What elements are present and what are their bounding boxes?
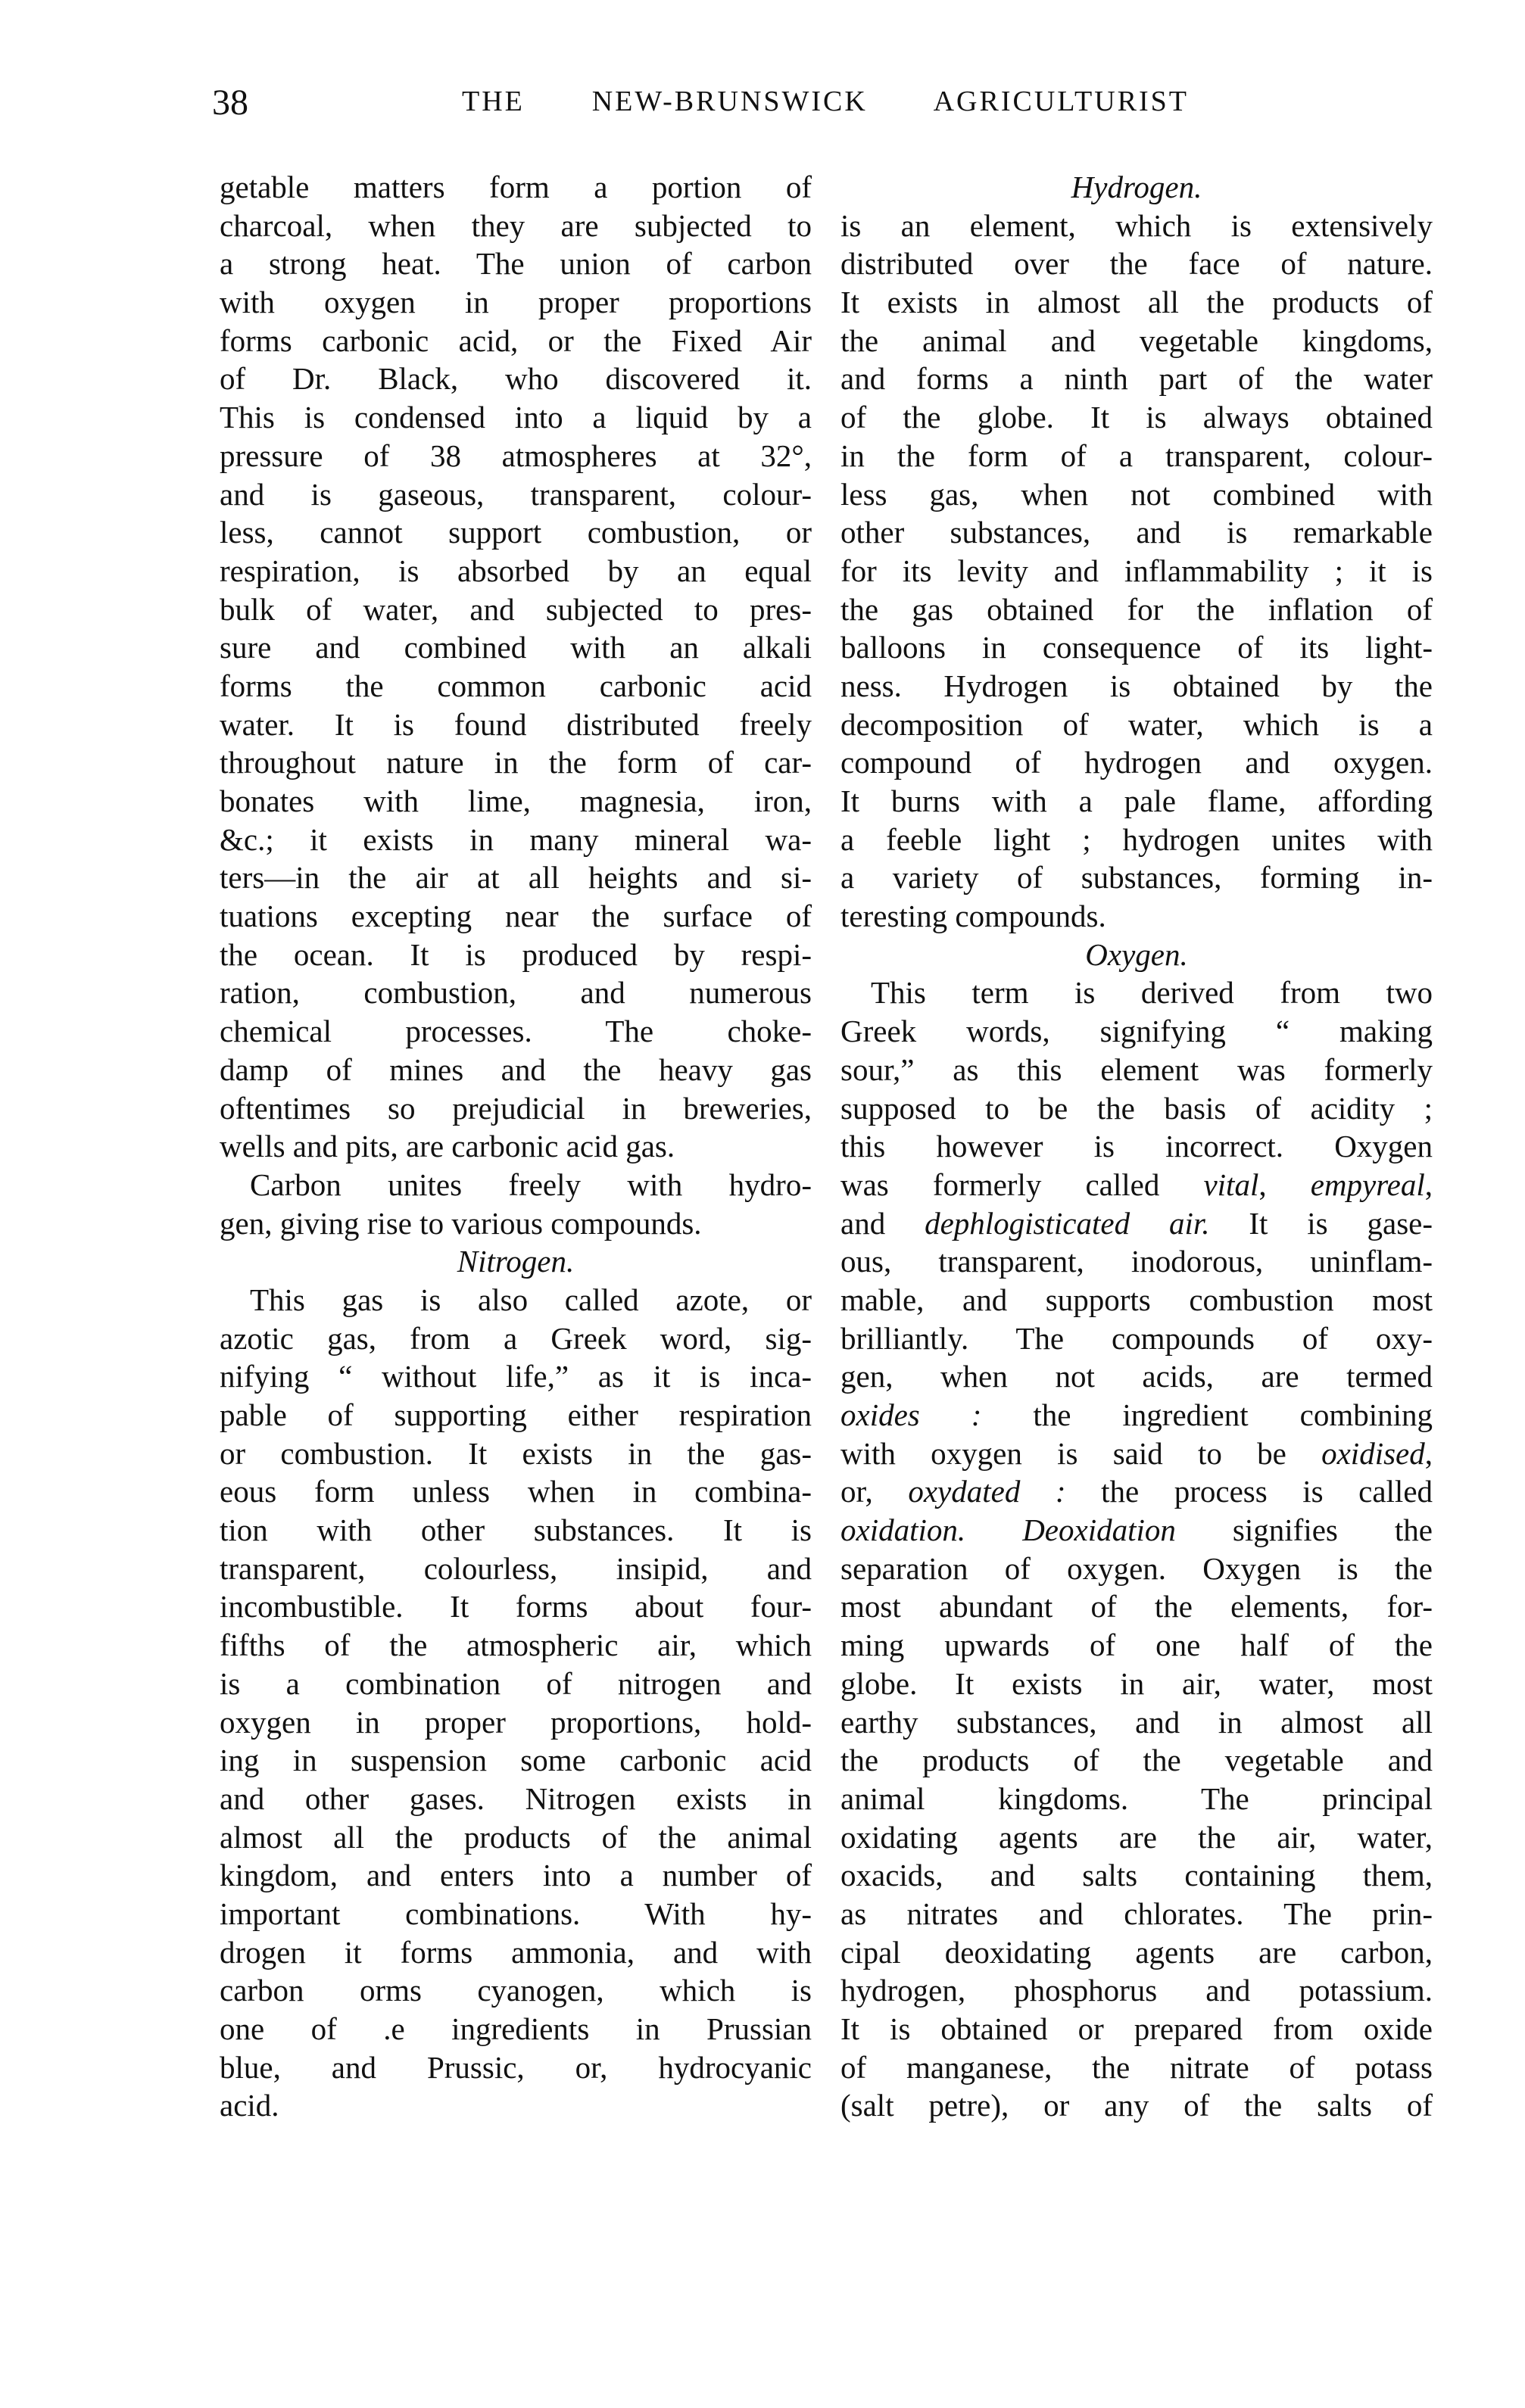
text-line <box>840 1242 1433 1281</box>
text-run: of the globe. It is always obtained <box>840 400 1433 435</box>
text-line <box>840 1856 1433 1895</box>
text-run: sure and combined with an alkali <box>220 630 812 665</box>
text-line <box>840 1780 1433 1818</box>
text-run: hydrogen, phosphorus and potassium. <box>840 1973 1433 2008</box>
text-run: forms carbonic acid, or the Fixed Air <box>220 322 812 358</box>
text-run: forms the common carbonic acid <box>220 668 812 703</box>
text-run: with oxygen is said to be <box>840 1435 1322 1471</box>
text-line <box>840 1127 1433 1166</box>
text-line <box>840 858 1433 897</box>
text-line <box>220 283 812 322</box>
right-column <box>840 168 1433 2125</box>
text-run: a feeble light ; hydrogen unites with <box>840 821 1433 857</box>
text-line <box>220 168 812 207</box>
text-line <box>840 2010 1433 2048</box>
text-run: brilliantly. The compounds of oxy- <box>840 1320 1433 1356</box>
text-run: and other gases. Nitrogen exists in <box>220 1780 812 1816</box>
text-line <box>220 1281 812 1319</box>
section-heading <box>220 1242 812 1281</box>
text-line <box>220 1550 812 1588</box>
text-run: the ocean. It is produced by respi- <box>220 936 812 972</box>
text-run: ness. Hydrogen is obtained by the <box>840 668 1433 703</box>
text-line <box>220 973 812 1012</box>
text-run: throughout nature in the form of car- <box>220 745 812 780</box>
text-run: tion with other substances. It is <box>220 1512 812 1548</box>
text-line <box>220 2086 812 2125</box>
text-run: , <box>1424 1167 1433 1202</box>
text-run: oftentimes so prejudicial in breweries, <box>220 1090 812 1126</box>
text-run: This gas is also called azote, or <box>250 1282 812 1317</box>
text-line <box>840 706 1433 744</box>
text-line <box>840 1281 1433 1319</box>
text-run: Nitrogen. <box>457 1244 575 1279</box>
text-run: tuations excepting near the surface of <box>220 899 812 934</box>
text-line <box>840 1665 1433 1703</box>
text-line <box>840 1895 1433 1933</box>
text-run: Hydrogen. <box>1071 170 1202 204</box>
text-run: fifths of the atmospheric air, which <box>220 1628 812 1663</box>
text-line <box>840 1703 1433 1742</box>
text-run: for its levity and inflammability ; it is <box>840 553 1433 588</box>
italic-text: oxidised <box>1321 1435 1425 1471</box>
italic-text: oxides : <box>840 1397 982 1432</box>
page-number: 38 <box>212 83 248 123</box>
text-line <box>840 1626 1433 1665</box>
text-line <box>840 590 1433 629</box>
text-run: and forms a ninth part of the water <box>840 361 1433 397</box>
text-line <box>840 628 1433 667</box>
text-line <box>220 1818 812 1857</box>
text-line <box>840 1435 1433 1473</box>
text-run: Greek words, signifying “ making <box>840 1014 1433 1049</box>
text-run: gen, giving rise to various compounds. <box>220 1205 702 1241</box>
text-line <box>220 437 812 475</box>
text-line <box>220 782 812 821</box>
text-line <box>840 1472 1433 1511</box>
text-line <box>840 1166 1433 1204</box>
text-run: ous, transparent, inodorous, uninflam- <box>840 1244 1433 1279</box>
text-run: earthy substances, and in almost all <box>840 1704 1433 1740</box>
text-run: water. It is found distributed freely <box>220 706 812 742</box>
text-line <box>840 1089 1433 1128</box>
italic-text: oxidation. <box>840 1512 966 1548</box>
text-run: incombustible. It forms about four- <box>220 1589 812 1625</box>
text-line <box>840 322 1433 360</box>
text-run: other substances, and is remarkable <box>840 515 1433 550</box>
text-run: globe. It exists in air, water, most <box>840 1665 1433 1701</box>
text-run: oxacids, and salts containing them, <box>840 1858 1433 1893</box>
text-run: with oxygen in proper proportions <box>220 285 812 320</box>
text-run: distributed over the face of nature. <box>840 246 1433 282</box>
text-run: mable, and supports combustion most <box>840 1282 1433 1317</box>
text-run: and <box>840 1205 925 1241</box>
text-run: or, <box>840 1474 909 1509</box>
text-run: or combustion. It exists in the gas- <box>220 1435 812 1471</box>
text-line <box>840 1204 1433 1243</box>
text-line <box>840 1550 1433 1588</box>
text-run: carbon orms cyanogen, which is <box>220 1973 812 2008</box>
text-line <box>220 1511 812 1550</box>
text-run: a variety of substances, forming in- <box>840 860 1433 896</box>
text-line <box>220 2010 812 2048</box>
text-run: blue, and Prussic, or, hydrocyanic <box>220 2049 812 2085</box>
text-line <box>220 743 812 782</box>
text-line <box>220 1587 812 1626</box>
text-run: the animal and vegetable kingdoms, <box>840 322 1433 358</box>
text-line <box>220 1127 812 1166</box>
text-run: is an element, which is extensively <box>840 207 1433 243</box>
text-line <box>840 667 1433 706</box>
text-line <box>220 897 812 936</box>
text-run: This term is derived from two <box>871 975 1433 1011</box>
text-line <box>220 1051 812 1089</box>
text-line <box>840 2086 1433 2125</box>
text-run: almost all the products of the animal <box>220 1819 812 1855</box>
text-line <box>840 207 1433 245</box>
text-run: It is gase- <box>1209 1205 1433 1241</box>
text-run: compound of hydrogen and oxygen. <box>840 745 1433 780</box>
italic-text: oxydated : <box>908 1474 1066 1509</box>
text-run: and is gaseous, transparent, colour- <box>220 476 812 512</box>
text-line <box>840 283 1433 322</box>
text-run: a strong heat. The union of carbon <box>220 246 812 282</box>
text-line <box>220 1665 812 1703</box>
text-line <box>220 475 812 514</box>
text-line <box>220 245 812 283</box>
text-line <box>220 706 812 744</box>
text-line <box>840 437 1433 475</box>
text-line <box>840 398 1433 437</box>
text-run: bulk of water, and subjected to pres- <box>220 591 812 627</box>
left-column <box>220 168 812 2125</box>
text-line <box>220 1319 812 1358</box>
text-run: of manganese, the nitrate of potass <box>840 2049 1433 2085</box>
text-run: less gas, when not combined with <box>840 476 1433 512</box>
text-line <box>840 513 1433 552</box>
text-line <box>840 245 1433 283</box>
text-run: animal kingdoms. The principal <box>840 1780 1433 1816</box>
text-line <box>220 1472 812 1511</box>
text-run: one of .e ingredients in Prussian <box>220 2011 812 2046</box>
text-run: the products of the vegetable and <box>840 1743 1433 1778</box>
text-line <box>840 360 1433 398</box>
text-run: bonates with lime, magnesia, iron, <box>220 783 812 818</box>
italic-text: vital <box>1203 1167 1259 1202</box>
text-line <box>220 322 812 360</box>
text-line <box>840 475 1433 514</box>
text-run: charcoal, when they are subjected to <box>220 207 812 243</box>
text-run: sour,” as this element was formerly <box>840 1051 1433 1087</box>
text-line <box>220 667 812 706</box>
text-run: acid. <box>220 2088 279 2123</box>
text-line <box>220 398 812 437</box>
text-line <box>840 782 1433 821</box>
text-run: was formerly called <box>840 1167 1204 1202</box>
text-line <box>840 1511 1433 1550</box>
text-run: Carbon unites freely with hydro- <box>250 1167 812 1202</box>
text-line <box>840 1933 1433 1972</box>
text-run: wells and pits, are carbonic acid gas. <box>220 1129 675 1164</box>
text-run: the process is called <box>1065 1474 1433 1509</box>
text-line <box>840 1012 1433 1051</box>
text-line <box>220 1626 812 1665</box>
text-run: most abundant of the elements, for- <box>840 1589 1433 1625</box>
text-run: oxidating agents are the air, water, <box>840 1819 1433 1855</box>
text-run: getable matters form a portion of <box>220 170 812 204</box>
text-run: important combinations. With hy- <box>220 1896 812 1931</box>
text-line <box>220 1703 812 1742</box>
italic-text: Deoxidation <box>1022 1512 1176 1548</box>
text-line <box>220 1357 812 1396</box>
text-line <box>220 1971 812 2010</box>
text-line <box>220 858 812 897</box>
text-run: kingdom, and enters into a number of <box>220 1858 812 1893</box>
text-line <box>220 821 812 859</box>
text-run: pressure of 38 atmospheres at 32°, <box>220 438 812 473</box>
text-run: It is obtained or prepared from oxide <box>840 2011 1433 2046</box>
text-line <box>220 590 812 629</box>
italic-text: dephlogisticated air. <box>925 1205 1210 1241</box>
text-run: , <box>1258 1167 1311 1202</box>
text-run: (salt petre), or any of the salts of <box>840 2088 1433 2123</box>
text-run: ming upwards of one half of the <box>840 1628 1433 1663</box>
text-line <box>220 1780 812 1818</box>
text-run: This is condensed into a liquid by a <box>220 400 812 435</box>
text-run: transparent, colourless, insipid, and <box>220 1550 812 1586</box>
text-line <box>840 1971 1433 2010</box>
section-heading <box>840 168 1433 207</box>
text-line <box>220 1435 812 1473</box>
running-title: THE NEW-BRUNSWICK AGRICULTURIST <box>462 86 1189 117</box>
text-line <box>220 628 812 667</box>
text-run: balloons in consequence of its light- <box>840 630 1433 665</box>
text-line <box>220 207 812 245</box>
text-run: ing in suspension some carbonic acid <box>220 1743 812 1778</box>
text-run: gen, when not acids, are termed <box>840 1359 1433 1394</box>
text-line <box>220 1166 812 1204</box>
text-run: chemical processes. The choke- <box>220 1014 812 1049</box>
text-run: as nitrates and chlorates. The prin- <box>840 1896 1433 1931</box>
text-run: is a combination of nitrogen and <box>220 1665 812 1701</box>
text-run: damp of mines and the heavy gas <box>220 1051 812 1087</box>
text-line <box>840 743 1433 782</box>
text-line <box>840 897 1433 936</box>
text-line <box>220 1012 812 1051</box>
text-run: signifies the <box>1175 1512 1433 1548</box>
text-run: the ingredient combining <box>981 1397 1433 1432</box>
text-line <box>840 552 1433 590</box>
text-run <box>965 1512 1022 1547</box>
text-run: pable of supporting either respiration <box>220 1397 812 1432</box>
text-run: supposed to be the basis of acidity ; <box>840 1090 1433 1126</box>
text-run: drogen it forms ammonia, and with <box>220 1934 812 1970</box>
text-run: Oxygen. <box>1085 936 1188 972</box>
text-run: in the form of a transparent, colour- <box>840 438 1433 473</box>
text-run: cipal deoxidating agents are carbon, <box>840 1934 1433 1970</box>
text-run: less, cannot support combustion, or <box>220 515 812 550</box>
text-line <box>840 1587 1433 1626</box>
section-heading <box>840 936 1433 974</box>
text-line <box>840 821 1433 859</box>
text-run: ters—in the air at all heights and si- <box>220 860 812 896</box>
text-run: teresting compounds. <box>840 899 1106 934</box>
text-line <box>220 936 812 974</box>
text-line <box>220 1741 812 1780</box>
text-line <box>220 1895 812 1933</box>
text-line <box>840 1818 1433 1857</box>
text-line <box>220 1933 812 1972</box>
text-run: , <box>1424 1435 1433 1471</box>
text-line <box>840 1319 1433 1358</box>
text-line <box>220 1089 812 1128</box>
text-line <box>220 1396 812 1435</box>
text-line <box>220 1204 812 1243</box>
text-run: respiration, is absorbed by an equal <box>220 553 812 588</box>
text-run: azotic gas, from a Greek word, sig- <box>220 1320 812 1356</box>
text-run: oxygen in proper proportions, hold- <box>220 1704 812 1740</box>
text-run: decomposition of water, which is a <box>840 706 1433 742</box>
text-run: of Dr. Black, who discovered it. <box>220 361 812 397</box>
text-line <box>840 973 1433 1012</box>
text-run: eous form unless when in combina- <box>220 1474 812 1509</box>
text-line <box>840 1357 1433 1396</box>
text-run: the gas obtained for the inflation of <box>840 591 1433 627</box>
text-run: this however is incorrect. Oxygen <box>840 1129 1433 1164</box>
text-line <box>840 1396 1433 1435</box>
italic-text: empyreal <box>1310 1167 1425 1202</box>
text-line <box>220 1856 812 1895</box>
text-line <box>220 552 812 590</box>
text-line <box>840 2048 1433 2087</box>
text-run: ration, combustion, and numerous <box>220 975 812 1011</box>
text-line <box>220 360 812 398</box>
text-line <box>220 513 812 552</box>
text-line <box>840 1051 1433 1089</box>
text-run: nifying “ without life,” as it is inca- <box>220 1359 812 1394</box>
text-run: separation of oxygen. Oxygen is the <box>840 1550 1433 1586</box>
text-line <box>220 2048 812 2087</box>
text-line <box>840 1741 1433 1780</box>
text-run: It exists in almost all the products of <box>840 285 1433 320</box>
text-run: &c.; it exists in many mineral wa- <box>220 821 812 857</box>
text-run: It burns with a pale flame, affording <box>840 783 1433 818</box>
